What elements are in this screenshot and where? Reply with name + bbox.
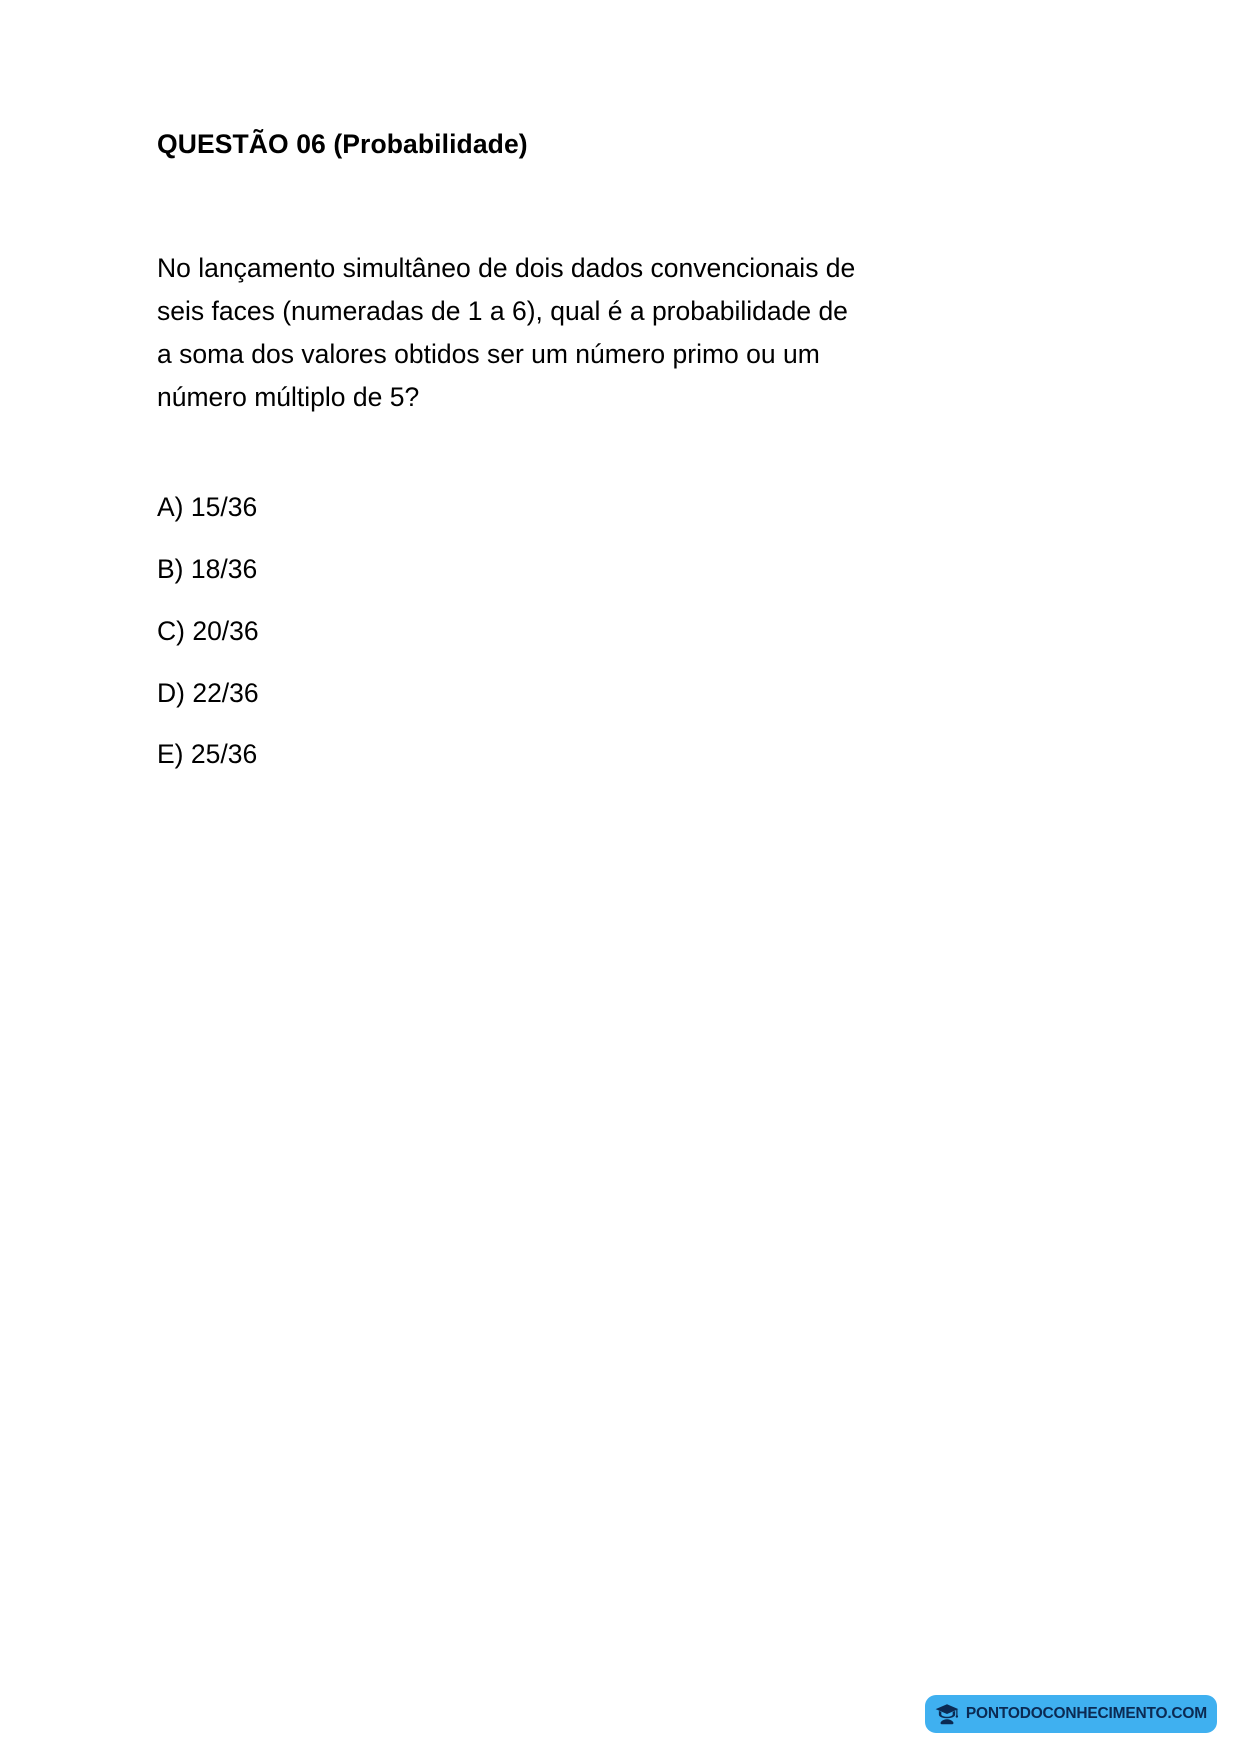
answer-options-list [157,419,1117,771]
answer-option-e[interactable]: E) 25/36 [157,739,258,770]
question-statement [157,161,957,419]
answer-option-a[interactable]: A) 15/36 [157,492,258,523]
answer-option-c[interactable]: C) 20/36 [157,615,259,646]
answer-option-d[interactable]: D) 22/36 [157,677,259,708]
statement-line: seis faces (numeradas de 1 a 6), qual é a probabilidade de [157,296,848,327]
watermark-text: PONTODOCONHECIMENTO.COM [965,1705,1207,1723]
question-block [157,128,1117,771]
statement-line: número múltiplo de 5? [157,382,420,413]
statement-line: a soma dos valores obtidos ser um número primo ou um [157,339,820,370]
statement-line: No lançamento simultâneo de dois dados convencionais de [157,253,856,284]
graduation-cap-icon [934,1701,960,1727]
watermark-badge [925,1695,1217,1733]
page-title: QUESTÃO 06 (Probabilidade) [157,129,528,159]
answer-option-b[interactable]: B) 18/36 [157,553,258,584]
